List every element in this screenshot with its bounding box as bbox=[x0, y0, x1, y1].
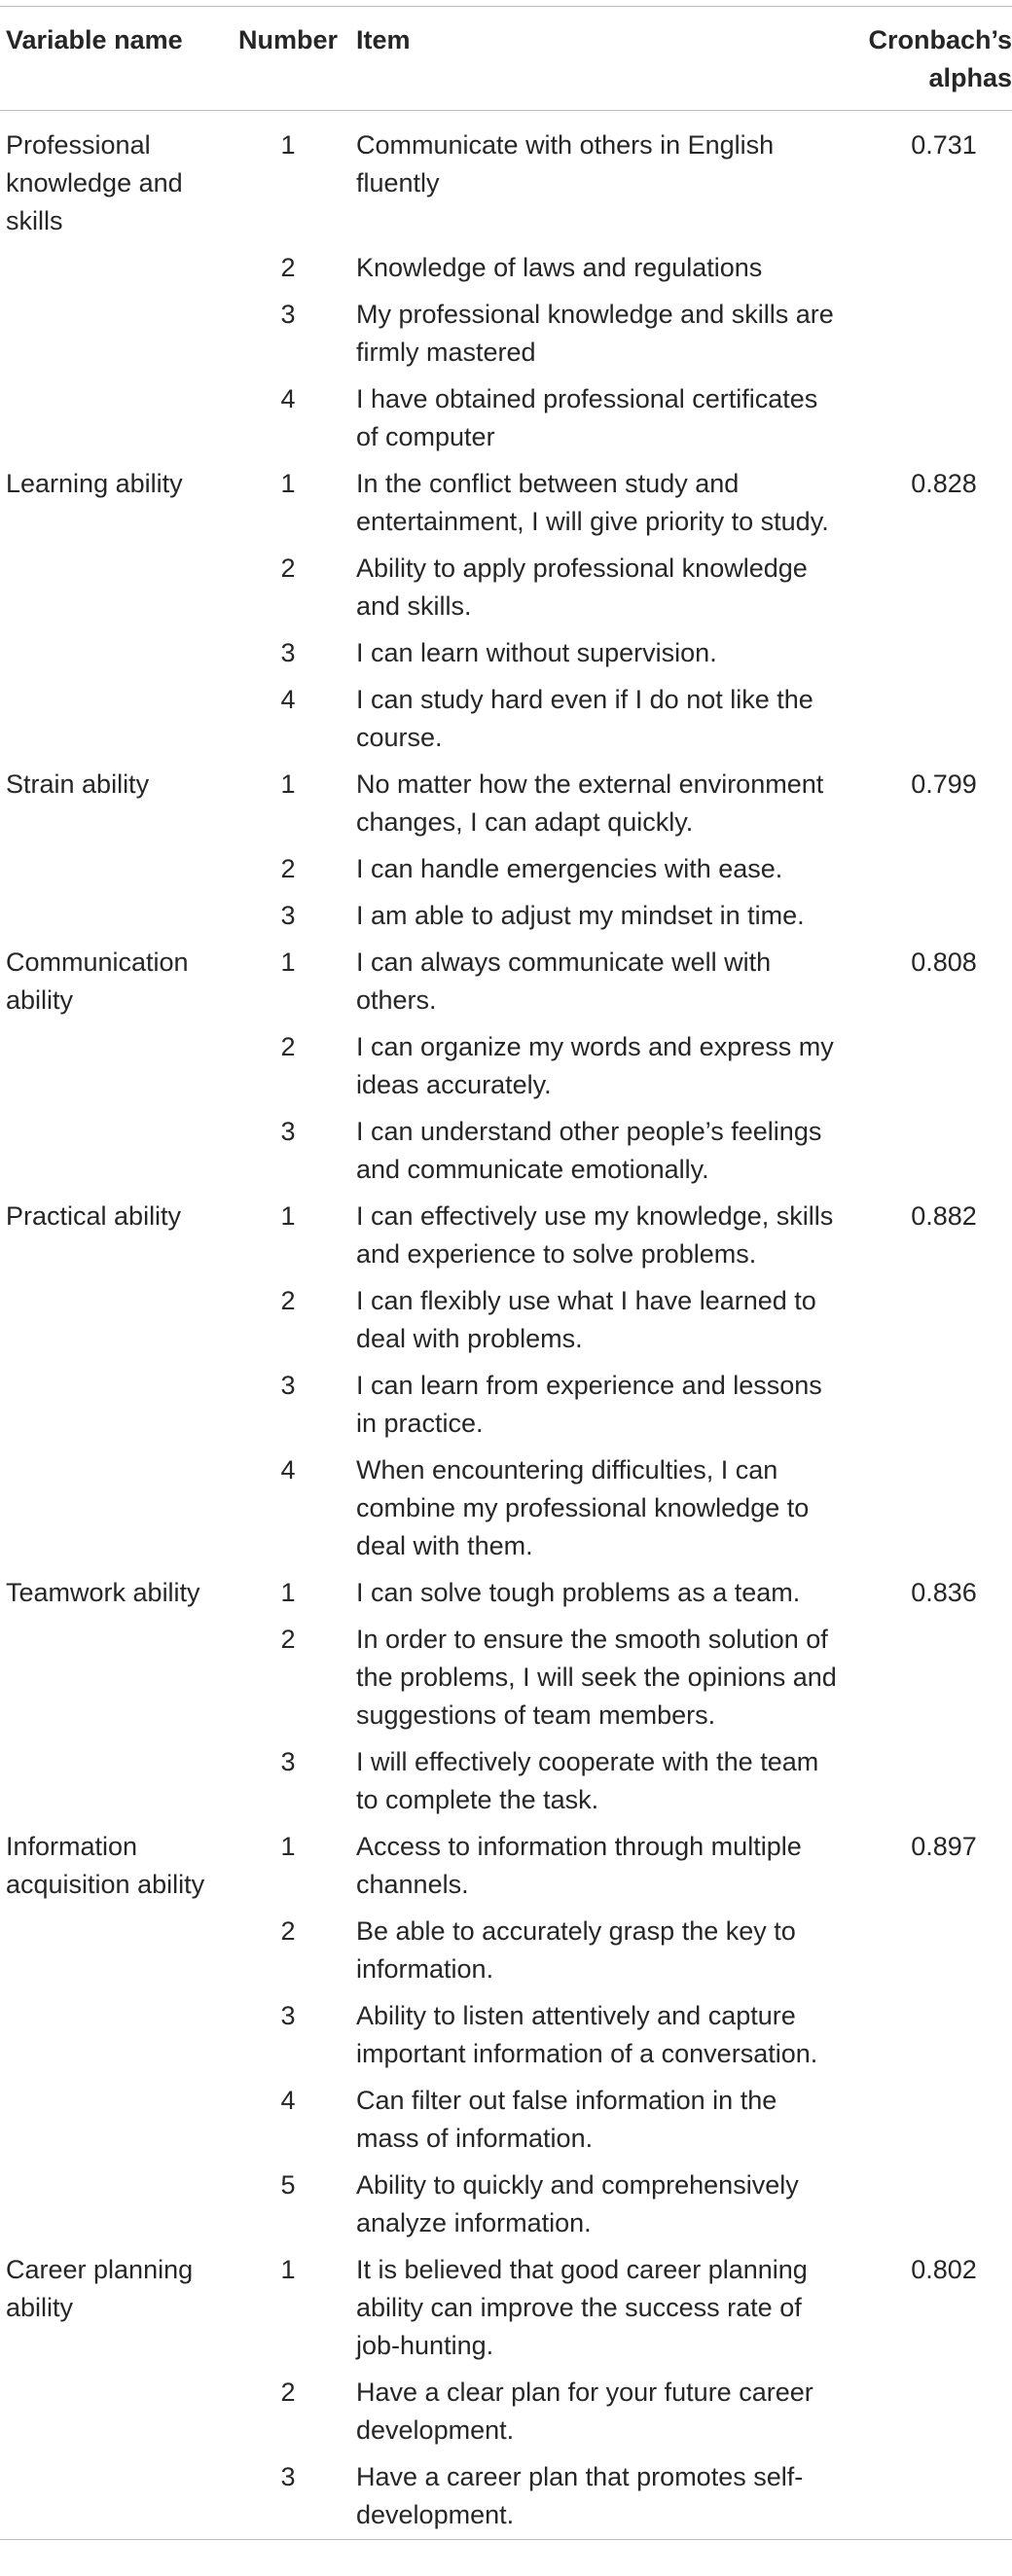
variable-name-cell: Information acquisition ability bbox=[6, 1832, 205, 1899]
item-cell: Ability to quickly and comprehensively analyze information. bbox=[356, 2170, 799, 2237]
item-cell: My professional knowledge and skills are firmly mastered bbox=[356, 300, 834, 367]
variable-name-cell bbox=[0, 2163, 220, 2247]
table-row bbox=[0, 546, 1012, 630]
item-cell: I can handle emergencies with ease. bbox=[356, 854, 783, 883]
cronbach-alpha-cell bbox=[858, 2163, 1012, 2247]
variable-name-cell: Career planning ability bbox=[6, 2255, 194, 2322]
table-row bbox=[0, 893, 1012, 940]
cronbach-alpha-cell bbox=[858, 2078, 1012, 2163]
item-cell: Have a career plan that promotes self-development. bbox=[356, 2462, 804, 2529]
table-row bbox=[0, 1824, 1012, 1909]
item-cell: I can study hard even if I do not like the course. bbox=[356, 685, 813, 752]
cronbach-alpha-cell bbox=[858, 1109, 1012, 1194]
table-row bbox=[0, 111, 1012, 246]
cronbach-alpha-cell bbox=[858, 2454, 1012, 2540]
variable-name-cell bbox=[0, 245, 220, 292]
number-cell: 3 bbox=[280, 1747, 296, 1776]
number-cell: 1 bbox=[280, 948, 296, 977]
number-cell: 2 bbox=[280, 854, 296, 883]
header-variable-name: Variable name bbox=[6, 25, 183, 54]
variable-name-cell bbox=[0, 630, 220, 677]
number-cell: 1 bbox=[280, 1832, 296, 1861]
variable-name-cell bbox=[0, 1909, 220, 1993]
table-row bbox=[0, 2247, 1012, 2370]
cronbach-alpha-cell bbox=[858, 1448, 1012, 1570]
cronbach-alpha-cell: 0.731 bbox=[911, 130, 977, 160]
item-cell: I can learn from experience and lessons in practice. bbox=[356, 1371, 822, 1438]
cronbach-alpha-cell bbox=[858, 1993, 1012, 2078]
item-cell: Ability to listen attentively and capture important information of a conversation. bbox=[356, 2001, 818, 2068]
table-row bbox=[0, 2163, 1012, 2247]
header-item: Item bbox=[356, 25, 411, 54]
cronbach-alpha-cell bbox=[858, 245, 1012, 292]
table-row bbox=[0, 245, 1012, 292]
item-cell: I can learn without supervision. bbox=[356, 638, 717, 667]
item-cell: It is believed that good career planning ability can improve the success rate of job-hunting. bbox=[356, 2255, 808, 2360]
item-cell: I can always communicate well with others. bbox=[356, 948, 772, 1015]
variable-name-cell bbox=[0, 1024, 220, 1109]
variable-name-cell bbox=[0, 893, 220, 940]
table-row bbox=[0, 762, 1012, 846]
cronbach-alpha-cell bbox=[858, 1909, 1012, 1993]
number-cell: 4 bbox=[280, 384, 296, 413]
cronbach-alpha-cell bbox=[858, 1363, 1012, 1448]
number-cell: 1 bbox=[280, 1201, 296, 1231]
table-row bbox=[0, 1909, 1012, 1993]
number-cell: 3 bbox=[280, 2462, 296, 2491]
item-cell: Knowledge of laws and regulations bbox=[356, 253, 763, 282]
item-cell: I can understand other people’s feelings and communicate emotionally. bbox=[356, 1117, 822, 1184]
table-row bbox=[0, 1570, 1012, 1617]
variable-name-cell bbox=[0, 1363, 220, 1448]
cronbach-alpha-cell bbox=[858, 546, 1012, 630]
cronbach-alpha-cell bbox=[858, 1024, 1012, 1109]
item-cell: I am able to adjust my mindset in time. bbox=[356, 901, 805, 930]
number-cell: 3 bbox=[280, 300, 296, 329]
table-row bbox=[0, 1194, 1012, 1278]
number-cell: 4 bbox=[280, 685, 296, 714]
cronbach-alpha-cell bbox=[858, 893, 1012, 940]
variable-name-cell: Strain ability bbox=[6, 769, 150, 799]
variable-name-cell bbox=[0, 1617, 220, 1739]
item-cell: I will effectively cooperate with the team to complete the task. bbox=[356, 1747, 819, 1814]
number-cell: 3 bbox=[280, 901, 296, 930]
cronbach-alpha-cell bbox=[858, 1617, 1012, 1739]
variable-name-cell bbox=[0, 1109, 220, 1194]
variable-name-cell bbox=[0, 546, 220, 630]
item-cell: No matter how the external environment changes, I can adapt quickly. bbox=[356, 769, 824, 837]
cronbach-alpha-cell bbox=[858, 1739, 1012, 1824]
number-cell: 2 bbox=[280, 554, 296, 583]
table-row bbox=[0, 1024, 1012, 1109]
item-cell: I have obtained professional certificates of computer bbox=[356, 384, 818, 451]
cronbach-alpha-cell bbox=[858, 1278, 1012, 1363]
item-cell: In the conflict between study and entertainment, I will give priority to study. bbox=[356, 469, 829, 536]
item-cell: I can flexibly use what I have learned to deal with problems. bbox=[356, 1286, 816, 1353]
number-cell: 2 bbox=[280, 1286, 296, 1315]
number-cell: 2 bbox=[280, 1916, 296, 1946]
number-cell: 5 bbox=[280, 2170, 296, 2200]
variable-name-cell bbox=[0, 846, 220, 893]
table-row bbox=[0, 292, 1012, 376]
item-cell: Ability to apply professional knowledge and skills. bbox=[356, 554, 808, 621]
number-cell: 3 bbox=[280, 638, 296, 667]
table-row bbox=[0, 2078, 1012, 2163]
table-row bbox=[0, 1617, 1012, 1739]
cronbach-alpha-cell: 0.799 bbox=[911, 769, 977, 799]
number-cell: 3 bbox=[280, 2001, 296, 2030]
variable-name-cell bbox=[0, 292, 220, 376]
cronbach-alpha-cell: 0.897 bbox=[911, 1832, 977, 1861]
header-row bbox=[0, 7, 1012, 111]
cronbach-alpha-cell: 0.808 bbox=[911, 948, 977, 977]
number-cell: 3 bbox=[280, 1371, 296, 1400]
variable-name-cell: Practical ability bbox=[6, 1201, 182, 1231]
variable-name-cell bbox=[0, 1278, 220, 1363]
item-cell: Access to information through multiple channels. bbox=[356, 1832, 802, 1899]
variable-name-cell bbox=[0, 2454, 220, 2540]
number-cell: 4 bbox=[280, 2086, 296, 2115]
variable-name-cell: Professional knowledge and skills bbox=[6, 130, 183, 235]
reliability-table bbox=[0, 6, 1012, 2540]
table-row bbox=[0, 846, 1012, 893]
item-cell: I can effectively use my knowledge, skills and experience to solve problems. bbox=[356, 1201, 834, 1269]
number-cell: 2 bbox=[280, 253, 296, 282]
item-cell: Can filter out false information in the mass of information. bbox=[356, 2086, 777, 2153]
cronbach-alpha-cell: 0.828 bbox=[911, 469, 977, 498]
header-number: Number bbox=[237, 25, 338, 54]
table-row bbox=[0, 1448, 1012, 1570]
number-cell: 1 bbox=[280, 769, 296, 799]
table-row bbox=[0, 376, 1012, 461]
number-cell: 2 bbox=[280, 2378, 296, 2407]
item-cell: Communicate with others in English fluently bbox=[356, 130, 775, 197]
table-row bbox=[0, 2370, 1012, 2454]
cronbach-alpha-cell: 0.882 bbox=[911, 1201, 977, 1231]
table-body bbox=[0, 111, 1012, 2540]
header-cronbach-alphas: Cronbach’s alphas bbox=[868, 25, 1012, 92]
number-cell: 3 bbox=[280, 1117, 296, 1146]
table-row bbox=[0, 630, 1012, 677]
variable-name-cell bbox=[0, 1448, 220, 1570]
table-row bbox=[0, 1278, 1012, 1363]
variable-name-cell bbox=[0, 677, 220, 762]
variable-name-cell bbox=[0, 2078, 220, 2163]
table-row bbox=[0, 2454, 1012, 2540]
table-row bbox=[0, 1739, 1012, 1824]
table-row bbox=[0, 1363, 1012, 1448]
table-row bbox=[0, 1109, 1012, 1194]
variable-name-cell bbox=[0, 376, 220, 461]
item-cell: In order to ensure the smooth solution of the problems, I will seek the opinions and suggestions of team members. bbox=[356, 1625, 837, 1730]
cronbach-alpha-cell bbox=[858, 630, 1012, 677]
variable-name-cell bbox=[0, 1739, 220, 1824]
cronbach-alpha-cell: 0.836 bbox=[911, 1578, 977, 1607]
table-row bbox=[0, 461, 1012, 546]
number-cell: 2 bbox=[280, 1625, 296, 1654]
cronbach-alpha-cell bbox=[858, 2370, 1012, 2454]
number-cell: 1 bbox=[280, 469, 296, 498]
variable-name-cell bbox=[0, 2370, 220, 2454]
item-cell: I can organize my words and express my ideas accurately. bbox=[356, 1032, 834, 1099]
cronbach-alpha-cell: 0.802 bbox=[911, 2255, 977, 2284]
cronbach-alpha-cell bbox=[858, 292, 1012, 376]
item-cell: I can solve tough problems as a team. bbox=[356, 1578, 801, 1607]
number-cell: 1 bbox=[280, 2255, 296, 2284]
item-cell: Have a clear plan for your future career development. bbox=[356, 2378, 813, 2445]
item-cell: Be able to accurately grasp the key to information. bbox=[356, 1916, 796, 1984]
number-cell: 1 bbox=[280, 1578, 296, 1607]
variable-name-cell: Teamwork ability bbox=[6, 1578, 200, 1607]
variable-name-cell bbox=[0, 1993, 220, 2078]
number-cell: 1 bbox=[280, 130, 296, 160]
item-cell: When encountering difficulties, I can combine my professional knowledge to deal with them. bbox=[356, 1455, 810, 1560]
cronbach-alpha-cell bbox=[858, 376, 1012, 461]
table-header bbox=[0, 7, 1012, 111]
variable-name-cell: Communication ability bbox=[6, 948, 189, 1015]
table-row bbox=[0, 677, 1012, 762]
cronbach-alpha-cell bbox=[858, 846, 1012, 893]
variable-name-cell: Learning ability bbox=[6, 469, 183, 498]
number-cell: 4 bbox=[280, 1455, 296, 1485]
number-cell: 2 bbox=[280, 1032, 296, 1061]
table-row bbox=[0, 1993, 1012, 2078]
table-row bbox=[0, 940, 1012, 1024]
cronbach-alpha-cell bbox=[858, 677, 1012, 762]
